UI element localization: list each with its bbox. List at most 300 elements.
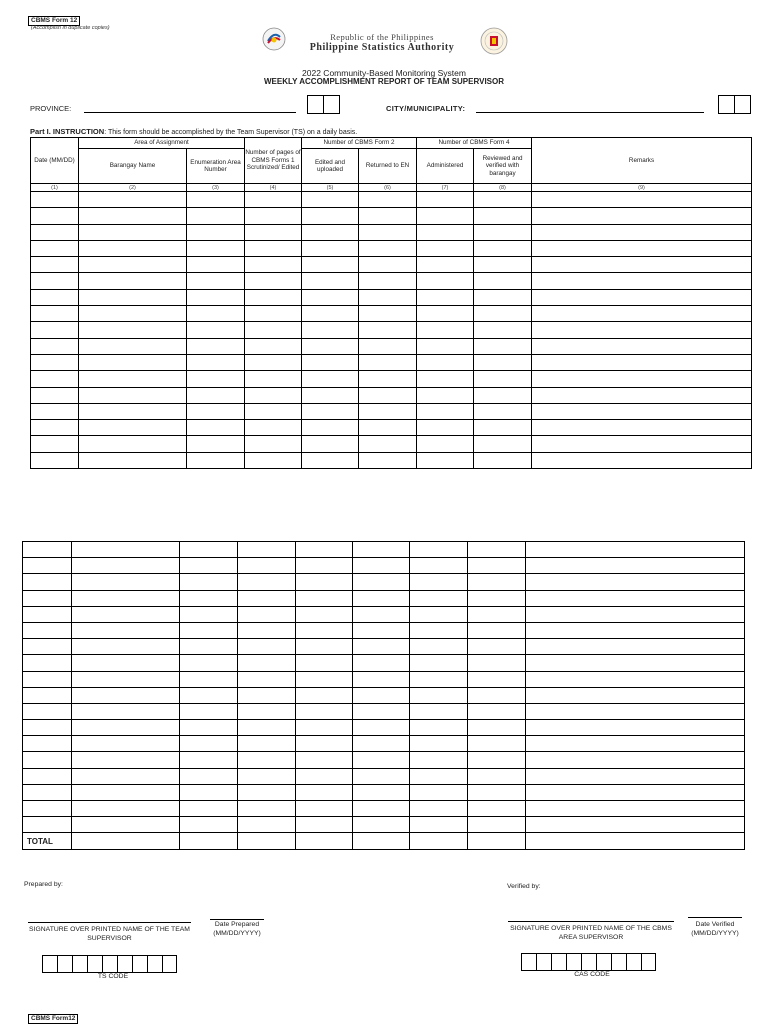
table-cell[interactable] [410, 687, 468, 703]
ts-code-boxes[interactable] [42, 955, 177, 973]
table-cell[interactable] [417, 354, 474, 370]
table-cell[interactable] [187, 338, 245, 354]
table-cell[interactable] [302, 387, 359, 403]
table-cell[interactable] [79, 273, 187, 289]
table-cell[interactable] [526, 817, 745, 833]
table-cell[interactable] [187, 192, 245, 208]
table-cell[interactable] [359, 403, 417, 419]
table-cell[interactable] [359, 452, 417, 468]
table-cell[interactable] [238, 574, 296, 590]
table-cell[interactable] [23, 736, 72, 752]
province-code-box-1[interactable] [307, 95, 324, 114]
cas-code-boxes[interactable] [521, 953, 656, 971]
table-cell[interactable] [353, 687, 410, 703]
table-cell[interactable] [238, 590, 296, 606]
table-cell[interactable] [468, 784, 526, 800]
table-cell[interactable] [302, 192, 359, 208]
table-cell[interactable] [526, 736, 745, 752]
table-cell[interactable] [180, 558, 238, 574]
table-cell[interactable] [302, 224, 359, 240]
table-cell[interactable] [79, 208, 187, 224]
table-cell[interactable] [187, 208, 245, 224]
table-cell[interactable] [353, 574, 410, 590]
table-cell[interactable] [245, 224, 302, 240]
table-cell[interactable] [296, 801, 353, 817]
table-cell[interactable] [302, 208, 359, 224]
table-cell[interactable] [245, 273, 302, 289]
table-cell[interactable] [296, 720, 353, 736]
table-cell[interactable] [296, 542, 353, 558]
table-cell[interactable] [359, 338, 417, 354]
table-cell[interactable] [353, 590, 410, 606]
table-cell[interactable] [79, 436, 187, 452]
table-cell[interactable] [353, 558, 410, 574]
table-cell[interactable] [23, 687, 72, 703]
table-cell[interactable] [468, 606, 526, 622]
table-cell[interactable] [526, 752, 745, 768]
table-cell[interactable] [359, 354, 417, 370]
table-cell[interactable] [79, 420, 187, 436]
table-cell[interactable] [353, 703, 410, 719]
table-cell[interactable] [296, 622, 353, 638]
table-cell[interactable] [353, 720, 410, 736]
table-cell[interactable] [532, 240, 752, 256]
table-cell[interactable] [468, 542, 526, 558]
table-cell[interactable] [238, 558, 296, 574]
province-code-box-2[interactable] [323, 95, 340, 114]
table-cell[interactable] [245, 257, 302, 273]
table-cell[interactable] [23, 606, 72, 622]
table-cell[interactable] [410, 558, 468, 574]
table-cell[interactable] [296, 703, 353, 719]
table-cell[interactable] [79, 371, 187, 387]
table-cell[interactable] [532, 452, 752, 468]
table-cell[interactable] [187, 420, 245, 436]
table-cell[interactable] [180, 639, 238, 655]
table-cell[interactable] [302, 257, 359, 273]
table-cell[interactable] [526, 574, 745, 590]
table-cell[interactable] [245, 306, 302, 322]
table-cell[interactable] [296, 736, 353, 752]
table-cell[interactable] [79, 322, 187, 338]
table-cell[interactable] [468, 687, 526, 703]
table-cell[interactable] [468, 720, 526, 736]
table-cell[interactable] [23, 671, 72, 687]
table-cell[interactable] [526, 606, 745, 622]
table-cell[interactable] [72, 574, 180, 590]
table-cell[interactable] [72, 639, 180, 655]
table-cell[interactable] [187, 403, 245, 419]
table-cell[interactable] [245, 289, 302, 305]
table-cell[interactable] [474, 322, 532, 338]
table-cell[interactable] [23, 590, 72, 606]
table-cell[interactable] [180, 590, 238, 606]
table-cell[interactable] [180, 720, 238, 736]
table-cell[interactable] [353, 752, 410, 768]
table-cell[interactable] [72, 590, 180, 606]
table-cell[interactable] [417, 322, 474, 338]
table-cell[interactable] [187, 289, 245, 305]
table-cell[interactable] [302, 289, 359, 305]
table-cell[interactable] [302, 403, 359, 419]
table-cell[interactable] [180, 574, 238, 590]
table-cell[interactable] [180, 801, 238, 817]
table-cell[interactable] [532, 371, 752, 387]
table-cell[interactable] [353, 606, 410, 622]
table-cell[interactable] [302, 420, 359, 436]
table-cell[interactable] [296, 687, 353, 703]
table-cell[interactable] [474, 354, 532, 370]
table-cell[interactable] [417, 224, 474, 240]
table-cell[interactable] [72, 671, 180, 687]
table-cell[interactable] [187, 224, 245, 240]
table-cell[interactable] [187, 240, 245, 256]
table-cell[interactable] [359, 371, 417, 387]
table-cell[interactable] [245, 354, 302, 370]
table-cell[interactable] [410, 606, 468, 622]
table-cell[interactable] [238, 720, 296, 736]
table-cell[interactable] [410, 752, 468, 768]
table-cell[interactable] [410, 784, 468, 800]
table-cell[interactable] [23, 720, 72, 736]
table-cell[interactable] [31, 452, 79, 468]
table-cell[interactable] [187, 322, 245, 338]
table-cell[interactable] [302, 436, 359, 452]
table-cell[interactable] [187, 371, 245, 387]
table-cell[interactable] [526, 720, 745, 736]
table-cell[interactable] [468, 817, 526, 833]
table-cell[interactable] [468, 801, 526, 817]
table-cell[interactable] [474, 387, 532, 403]
table-cell[interactable] [353, 784, 410, 800]
table-cell[interactable] [23, 558, 72, 574]
table-cell[interactable] [79, 387, 187, 403]
table-cell[interactable] [72, 622, 180, 638]
table-cell[interactable] [31, 322, 79, 338]
table-cell[interactable] [353, 768, 410, 784]
table-cell[interactable] [410, 655, 468, 671]
table-cell[interactable] [296, 590, 353, 606]
table-cell[interactable] [359, 387, 417, 403]
table-cell[interactable] [31, 338, 79, 354]
table-cell[interactable] [302, 322, 359, 338]
table-cell[interactable] [468, 639, 526, 655]
table-cell[interactable] [180, 768, 238, 784]
table-cell[interactable] [180, 817, 238, 833]
table-cell[interactable] [79, 257, 187, 273]
table-cell[interactable] [468, 736, 526, 752]
table-cell[interactable] [245, 403, 302, 419]
table-cell[interactable] [410, 622, 468, 638]
table-cell[interactable] [532, 208, 752, 224]
table-cell[interactable] [238, 542, 296, 558]
table-cell[interactable] [23, 639, 72, 655]
table-cell[interactable] [417, 306, 474, 322]
table-cell[interactable] [532, 306, 752, 322]
table-cell[interactable] [180, 687, 238, 703]
date-verified-line[interactable] [688, 917, 742, 918]
table-cell[interactable] [23, 655, 72, 671]
table-cell[interactable] [238, 703, 296, 719]
table-cell[interactable] [417, 371, 474, 387]
table-cell[interactable] [187, 387, 245, 403]
table-cell[interactable] [468, 574, 526, 590]
table-cell[interactable] [353, 671, 410, 687]
table-cell[interactable] [31, 306, 79, 322]
table-cell[interactable] [532, 436, 752, 452]
table-cell[interactable] [410, 574, 468, 590]
table-cell[interactable] [31, 289, 79, 305]
table-cell[interactable] [410, 768, 468, 784]
table-cell[interactable] [245, 322, 302, 338]
table-cell[interactable] [72, 606, 180, 622]
table-cell[interactable] [532, 192, 752, 208]
table-cell[interactable] [187, 306, 245, 322]
table-cell[interactable] [187, 354, 245, 370]
table-cell[interactable] [417, 257, 474, 273]
table-cell[interactable] [353, 639, 410, 655]
table-cell[interactable] [359, 208, 417, 224]
table-cell[interactable] [526, 703, 745, 719]
table-cell[interactable] [72, 542, 180, 558]
table-cell[interactable] [353, 817, 410, 833]
table-cell[interactable] [359, 289, 417, 305]
city-field[interactable] [476, 112, 704, 113]
table-cell[interactable] [468, 655, 526, 671]
table-cell[interactable] [23, 574, 72, 590]
table-cell[interactable] [468, 671, 526, 687]
table-cell[interactable] [353, 622, 410, 638]
table-cell[interactable] [417, 289, 474, 305]
table-cell[interactable] [23, 622, 72, 638]
table-cell[interactable] [468, 768, 526, 784]
table-cell[interactable] [180, 752, 238, 768]
table-cell[interactable] [238, 784, 296, 800]
table-cell[interactable] [353, 655, 410, 671]
table-cell[interactable] [410, 703, 468, 719]
table-cell[interactable] [31, 371, 79, 387]
table-cell[interactable] [474, 208, 532, 224]
table-cell[interactable] [417, 403, 474, 419]
table-cell[interactable] [296, 817, 353, 833]
city-code-box-2[interactable] [734, 95, 751, 114]
table-cell[interactable] [31, 192, 79, 208]
table-cell[interactable] [238, 606, 296, 622]
table-cell[interactable] [359, 436, 417, 452]
table-cell[interactable] [410, 671, 468, 687]
table-cell[interactable] [410, 736, 468, 752]
table-cell[interactable] [353, 736, 410, 752]
table-cell[interactable] [353, 801, 410, 817]
table-cell[interactable] [417, 452, 474, 468]
table-cell[interactable] [474, 338, 532, 354]
table-cell[interactable] [245, 371, 302, 387]
table-cell[interactable] [302, 452, 359, 468]
table-cell[interactable] [410, 801, 468, 817]
table-cell[interactable] [23, 784, 72, 800]
table-cell[interactable] [180, 671, 238, 687]
table-cell[interactable] [532, 224, 752, 240]
table-cell[interactable] [417, 240, 474, 256]
table-cell[interactable] [296, 655, 353, 671]
table-cell[interactable] [302, 371, 359, 387]
table-cell[interactable] [180, 542, 238, 558]
table-cell[interactable] [532, 257, 752, 273]
table-cell[interactable] [296, 784, 353, 800]
table-cell[interactable] [474, 257, 532, 273]
table-cell[interactable] [468, 703, 526, 719]
table-cell[interactable] [79, 452, 187, 468]
table-cell[interactable] [410, 590, 468, 606]
table-cell[interactable] [23, 542, 72, 558]
table-cell[interactable] [238, 817, 296, 833]
table-cell[interactable] [526, 784, 745, 800]
table-cell[interactable] [359, 322, 417, 338]
table-cell[interactable] [526, 801, 745, 817]
table-cell[interactable] [526, 687, 745, 703]
table-cell[interactable] [79, 338, 187, 354]
table-cell[interactable] [245, 436, 302, 452]
table-cell[interactable] [410, 542, 468, 558]
table-cell[interactable] [31, 273, 79, 289]
table-cell[interactable] [180, 655, 238, 671]
table-cell[interactable] [417, 192, 474, 208]
table-cell[interactable] [79, 354, 187, 370]
table-cell[interactable] [526, 655, 745, 671]
table-cell[interactable] [468, 752, 526, 768]
table-cell[interactable] [31, 224, 79, 240]
table-cell[interactable] [31, 420, 79, 436]
table-cell[interactable] [238, 639, 296, 655]
table-cell[interactable] [468, 558, 526, 574]
table-cell[interactable] [23, 817, 72, 833]
table-cell[interactable] [474, 306, 532, 322]
table-cell[interactable] [296, 558, 353, 574]
total-cell[interactable] [353, 833, 410, 850]
table-cell[interactable] [468, 590, 526, 606]
ts-signature-line[interactable] [28, 922, 191, 923]
total-cell[interactable] [468, 833, 526, 850]
table-cell[interactable] [359, 420, 417, 436]
table-cell[interactable] [532, 289, 752, 305]
province-field[interactable] [84, 112, 296, 113]
table-cell[interactable] [296, 768, 353, 784]
table-cell[interactable] [410, 639, 468, 655]
table-cell[interactable] [79, 192, 187, 208]
table-cell[interactable] [72, 720, 180, 736]
table-cell[interactable] [417, 273, 474, 289]
table-cell[interactable] [296, 671, 353, 687]
table-cell[interactable] [31, 257, 79, 273]
table-cell[interactable] [245, 240, 302, 256]
table-cell[interactable] [72, 736, 180, 752]
table-cell[interactable] [238, 736, 296, 752]
table-cell[interactable] [245, 208, 302, 224]
table-cell[interactable] [474, 403, 532, 419]
table-cell[interactable] [526, 622, 745, 638]
table-cell[interactable] [468, 622, 526, 638]
table-cell[interactable] [417, 436, 474, 452]
table-cell[interactable] [474, 224, 532, 240]
table-cell[interactable] [72, 558, 180, 574]
table-cell[interactable] [474, 289, 532, 305]
table-cell[interactable] [180, 606, 238, 622]
table-cell[interactable] [238, 671, 296, 687]
table-cell[interactable] [72, 655, 180, 671]
table-cell[interactable] [526, 639, 745, 655]
table-cell[interactable] [302, 273, 359, 289]
table-cell[interactable] [532, 322, 752, 338]
table-cell[interactable] [72, 784, 180, 800]
total-cell[interactable] [238, 833, 296, 850]
table-cell[interactable] [417, 208, 474, 224]
total-cell[interactable] [296, 833, 353, 850]
table-cell[interactable] [180, 622, 238, 638]
table-cell[interactable] [353, 542, 410, 558]
table-cell[interactable] [187, 273, 245, 289]
table-cell[interactable] [417, 420, 474, 436]
table-cell[interactable] [245, 338, 302, 354]
table-cell[interactable] [296, 574, 353, 590]
table-cell[interactable] [474, 240, 532, 256]
total-cell[interactable] [410, 833, 468, 850]
table-cell[interactable] [417, 338, 474, 354]
table-cell[interactable] [23, 768, 72, 784]
total-cell[interactable] [72, 833, 180, 850]
table-cell[interactable] [410, 720, 468, 736]
table-cell[interactable] [245, 420, 302, 436]
table-cell[interactable] [72, 752, 180, 768]
city-code-box-1[interactable] [718, 95, 735, 114]
table-cell[interactable] [238, 687, 296, 703]
table-cell[interactable] [31, 436, 79, 452]
table-cell[interactable] [359, 240, 417, 256]
table-cell[interactable] [296, 606, 353, 622]
table-cell[interactable] [23, 801, 72, 817]
table-cell[interactable] [532, 403, 752, 419]
table-cell[interactable] [245, 452, 302, 468]
table-cell[interactable] [526, 671, 745, 687]
table-cell[interactable] [359, 306, 417, 322]
table-cell[interactable] [526, 590, 745, 606]
table-cell[interactable] [474, 436, 532, 452]
table-cell[interactable] [526, 558, 745, 574]
table-cell[interactable] [526, 542, 745, 558]
table-cell[interactable] [187, 452, 245, 468]
table-cell[interactable] [79, 403, 187, 419]
table-cell[interactable] [359, 192, 417, 208]
table-cell[interactable] [532, 338, 752, 354]
table-cell[interactable] [302, 306, 359, 322]
table-cell[interactable] [238, 655, 296, 671]
table-cell[interactable] [238, 801, 296, 817]
table-cell[interactable] [526, 768, 745, 784]
table-cell[interactable] [474, 420, 532, 436]
table-cell[interactable] [31, 208, 79, 224]
table-cell[interactable] [359, 224, 417, 240]
table-cell[interactable] [410, 817, 468, 833]
table-cell[interactable] [72, 817, 180, 833]
table-cell[interactable] [359, 257, 417, 273]
table-cell[interactable] [79, 289, 187, 305]
table-cell[interactable] [474, 192, 532, 208]
table-cell[interactable] [180, 703, 238, 719]
table-cell[interactable] [180, 784, 238, 800]
table-cell[interactable] [31, 240, 79, 256]
table-cell[interactable] [79, 224, 187, 240]
table-cell[interactable] [72, 687, 180, 703]
table-cell[interactable] [79, 306, 187, 322]
